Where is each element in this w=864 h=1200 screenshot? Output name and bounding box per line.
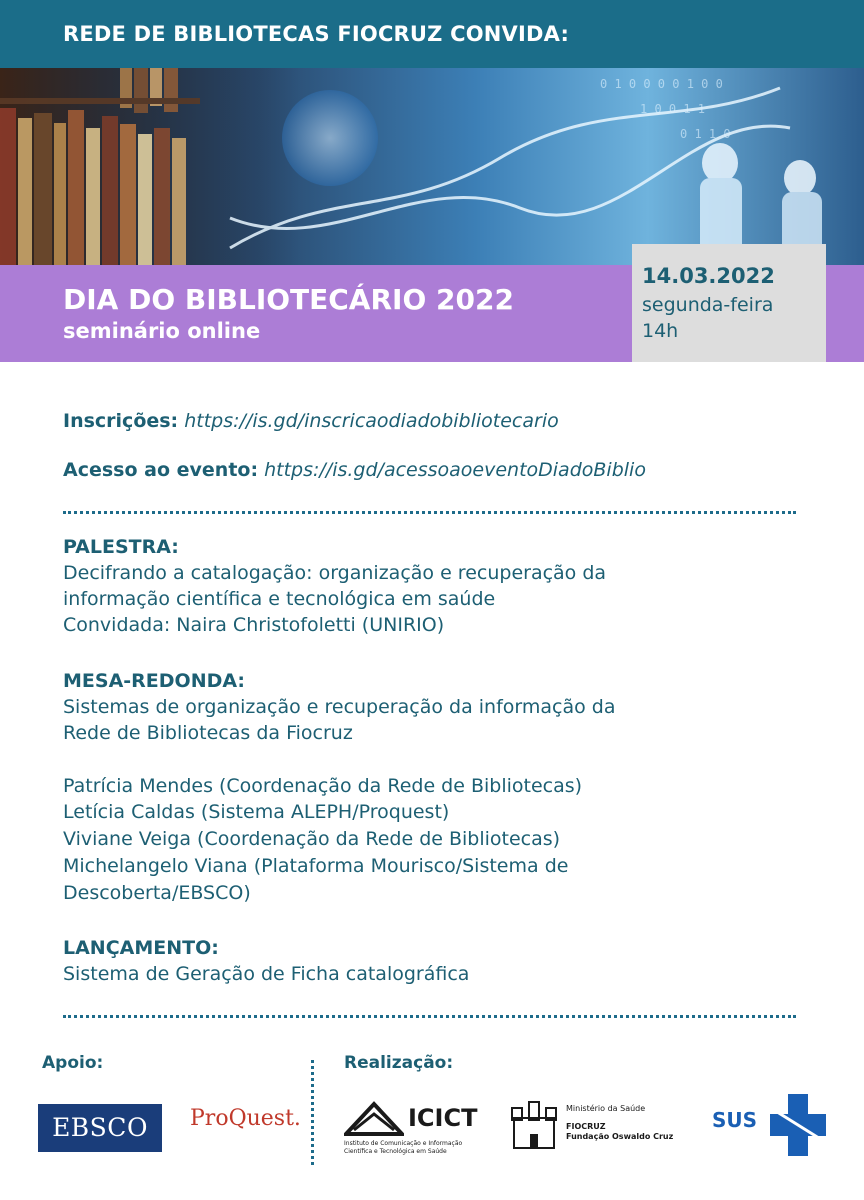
ministry-name: Ministério da Saúde (566, 1104, 646, 1113)
top-header-bar (0, 0, 864, 68)
support-label: Apoio: (42, 1053, 104, 1073)
roundtable-line: Rede de Bibliotecas da Fiocruz (63, 722, 353, 744)
icict-subtitle: Instituto de Comunicação e Informação (344, 1140, 463, 1147)
lecture-line: Convidada: Naira Christofoletti (UNIRIO) (63, 614, 445, 636)
banner-illustration (0, 68, 864, 268)
book-spines (0, 68, 200, 268)
icict-name: ICICT (408, 1104, 478, 1132)
registration-label: Inscrições: (63, 410, 179, 432)
fiocruz-castle-icon (510, 1100, 558, 1150)
fiocruz-fullname: Fundação Oswaldo Cruz (566, 1132, 674, 1141)
sus-logo (712, 1094, 827, 1156)
roundtable-line: Sistemas de organização e recuperação da informação da (63, 696, 616, 718)
access-label: Acesso ao evento: (63, 459, 259, 481)
icict-logo (344, 1100, 478, 1162)
participant: Patrícia Mendes (Coordenação da Rede de Bibliotecas) (63, 775, 583, 797)
sus-cross-icon (770, 1094, 826, 1156)
event-title: DIA DO BIBLIOTECÁRIO 2022 (63, 283, 514, 316)
divider (63, 1015, 796, 1018)
ebsco-logo: EBSCO (38, 1104, 162, 1152)
lecture-heading: PALESTRA: (63, 536, 179, 558)
divider (63, 511, 796, 514)
access-line (63, 459, 646, 481)
icict-mark-icon (344, 1100, 404, 1138)
event-band-edge (826, 265, 864, 362)
access-link[interactable]: https://is.gd/acessoaoeventoDiadoBiblio (264, 459, 646, 481)
roundtable-heading: MESA-REDONDA: (63, 670, 246, 692)
lecture-line: informação científica e tecnológica em saúde (63, 588, 496, 610)
banner-image (0, 68, 864, 268)
header-title: REDE DE BIBLIOTECAS FIOCRUZ CONVIDA: (63, 22, 570, 46)
event-weekday: segunda-feira (642, 294, 774, 316)
proquest-logo: ProQuest. (190, 1106, 301, 1131)
svg-text:0 1 0 0 0 0 1 0 0: 0 1 0 0 0 0 1 0 0 (600, 77, 723, 91)
fiocruz-name: FIOCRUZ (566, 1122, 606, 1131)
svg-text:0 1 1 0: 0 1 1 0 (680, 127, 731, 141)
participant: Michelangelo Viana (Plataforma Mourisco/Sistema de (63, 855, 569, 877)
registration-link[interactable]: https://is.gd/inscricaodiadobibliotecario (184, 410, 559, 432)
sus-name: SUS (712, 1108, 758, 1132)
participant: Viviane Veiga (Coordenação da Rede de Bibliotecas) (63, 828, 561, 850)
event-date: 14.03.2022 (642, 264, 775, 288)
participant: Letícia Caldas (Sistema ALEPH/Proquest) (63, 801, 450, 823)
svg-text:1 0 0 1 1: 1 0 0 1 1 (640, 102, 706, 116)
icict-subtitle: Científica e Tecnológica em Saúde (344, 1148, 447, 1155)
realization-label: Realização: (344, 1053, 454, 1073)
lecture-line: Decifrando a catalogação: organização e recuperação da (63, 562, 607, 584)
launch-heading: LANÇAMENTO: (63, 937, 219, 959)
event-time: 14h (642, 320, 679, 342)
participant: Descoberta/EBSCO) (63, 882, 251, 904)
event-title-band (0, 265, 632, 362)
event-subtitle: seminário online (63, 319, 261, 343)
date-box (632, 244, 826, 362)
vertical-divider (311, 1060, 314, 1165)
fiocruz-logo (510, 1100, 700, 1155)
launch-text: Sistema de Geração de Ficha catalográfica (63, 963, 470, 985)
registration-line (63, 410, 559, 432)
